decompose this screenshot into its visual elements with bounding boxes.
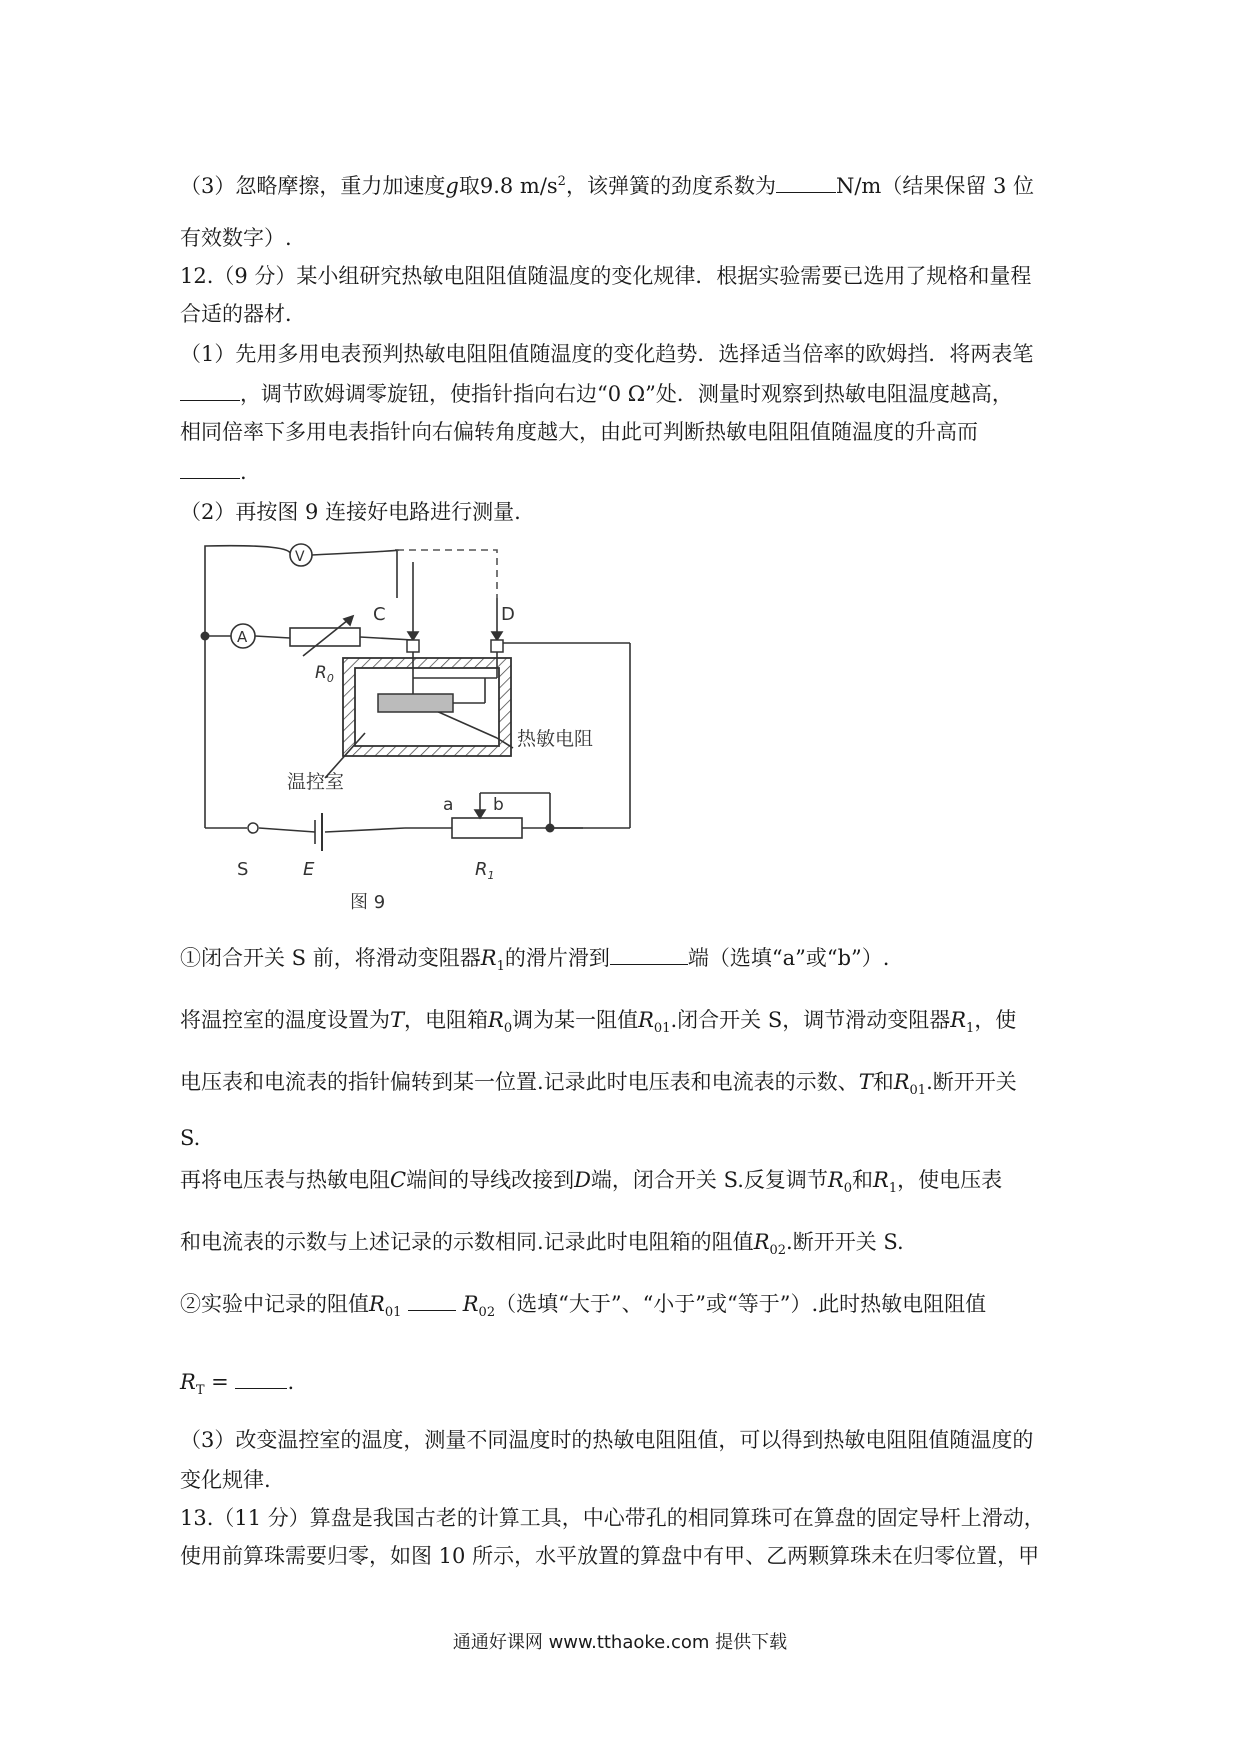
q12-part3-line1: （3）改变温控室的温度，测量不同温度时的热敏电阻阻值，可以得到热敏电阻阻值随温度的 <box>180 1428 1034 1452</box>
q13-line2: 使用前算珠需要归零，如图 10 所示，水平放置的算盘中有甲、乙两颗算珠未在归零位置，甲 <box>180 1544 1040 1568</box>
answer-blank <box>235 1368 287 1389</box>
q12-step1-line1: ①闭合开关 S 前，将滑动变阻器$R_1$的滑片滑到 端（选填“a”或“b”）. <box>180 946 890 975</box>
q12-heading-line1: 12.（9 分）某小组研究热敏电阻阻值随温度的变化规律．根据实验需要已选用了规格和量程 <box>180 264 1032 288</box>
chamber-label: 温控室 <box>287 771 345 793</box>
q11-part3-line1: （3）忽略摩擦，重力加速度g取9.8 $m/s^2$，该弹簧的劲度系数为 N/m（结果保留 3 位 <box>180 174 1035 198</box>
answer-blank <box>610 944 688 965</box>
battery-e-label: E <box>303 859 315 880</box>
q12-part1-line3: 相同倍率下多用电表指针向右偏转角度越大，由此可判断热敏电阻阻值随温度的升高而 <box>180 420 978 444</box>
answer-blank <box>776 172 836 193</box>
answer-blank <box>180 458 240 479</box>
figure-caption: 图 9 <box>350 892 386 913</box>
switch-s-label: S <box>237 859 249 880</box>
q12-step1-line6: 和电流表的示数与上述记录的示数相同.记录此时电阻箱的阻值$R_{02}$.断开开关 S. <box>180 1230 904 1259</box>
voltmeter-label: V <box>295 549 305 565</box>
circuit-diagram-figure-9 <box>195 528 635 918</box>
q12-part2: （2）再按图 9 连接好电路进行测量. <box>180 500 521 524</box>
thermistor-label: 热敏电阻 <box>517 728 594 750</box>
q12-heading-line2: 合适的器材． <box>180 302 306 326</box>
answer-blank <box>408 1290 456 1311</box>
terminal-c-label: C <box>373 604 386 625</box>
q12-step1-line3: 电压表和电流表的指针偏转到某一位置.记录此时电压表和电流表的示数、T和$R_{01}$.断开开关 <box>180 1070 1017 1099</box>
answer-blank <box>180 380 240 401</box>
q11-part3-line2: 有效数字）. <box>180 226 292 250</box>
q12-step1-line4: S. <box>180 1126 201 1150</box>
q12-part1-line2: ，调节欧姆调零旋钮，使指针指向右边“0 Ω”处．测量时观察到热敏电阻温度越高， <box>180 380 1013 408</box>
r0-label: $R_0$ <box>315 663 334 685</box>
r1-label: $R_1$ <box>475 859 495 882</box>
q13-line1: 13.（11 分）算盘是我国古老的计算工具，中心带孔的相同算珠可在算盘的固定导杆上滑动， <box>180 1506 1045 1530</box>
ammeter-label: A <box>237 628 248 646</box>
q12-part1-line1: （1）先用多用电表预判热敏电阻阻值随温度的变化趋势．选择适当倍率的欧姆挡．将两表笔 <box>180 342 1034 366</box>
q12-step1-line5: 再将电压表与热敏电阻C端间的导线改接到D端，闭合开关 S.反复调节$R_0$和$R_1$，使电压表 <box>180 1168 1003 1197</box>
q12-step2-line1: ②实验中记录的阻值$R_{01}$ $R_{02}$（选填“大于”、“小于”或“等于”）.此时热敏电阻阻值 <box>180 1292 987 1321</box>
q12-part3-line2: 变化规律. <box>180 1468 271 1492</box>
terminal-b-label: b <box>493 795 504 815</box>
thermistor-icon <box>378 694 453 712</box>
page-footer: 通通好课网 www.tthaoke.com 提供下载 <box>452 1632 788 1653</box>
q12-step2-line2: $R_T$ = . <box>180 1370 295 1399</box>
terminal-a-label: a <box>443 795 454 815</box>
q12-step1-line2: 将温控室的温度设置为T，电阻箱$R_0$调为某一阻值$R_{01}$.闭合开关 S，调节滑动变阻器$R_1$，使 <box>180 1008 1017 1037</box>
q12-part1-line4: . <box>180 458 247 486</box>
terminal-d-label: D <box>501 604 515 625</box>
